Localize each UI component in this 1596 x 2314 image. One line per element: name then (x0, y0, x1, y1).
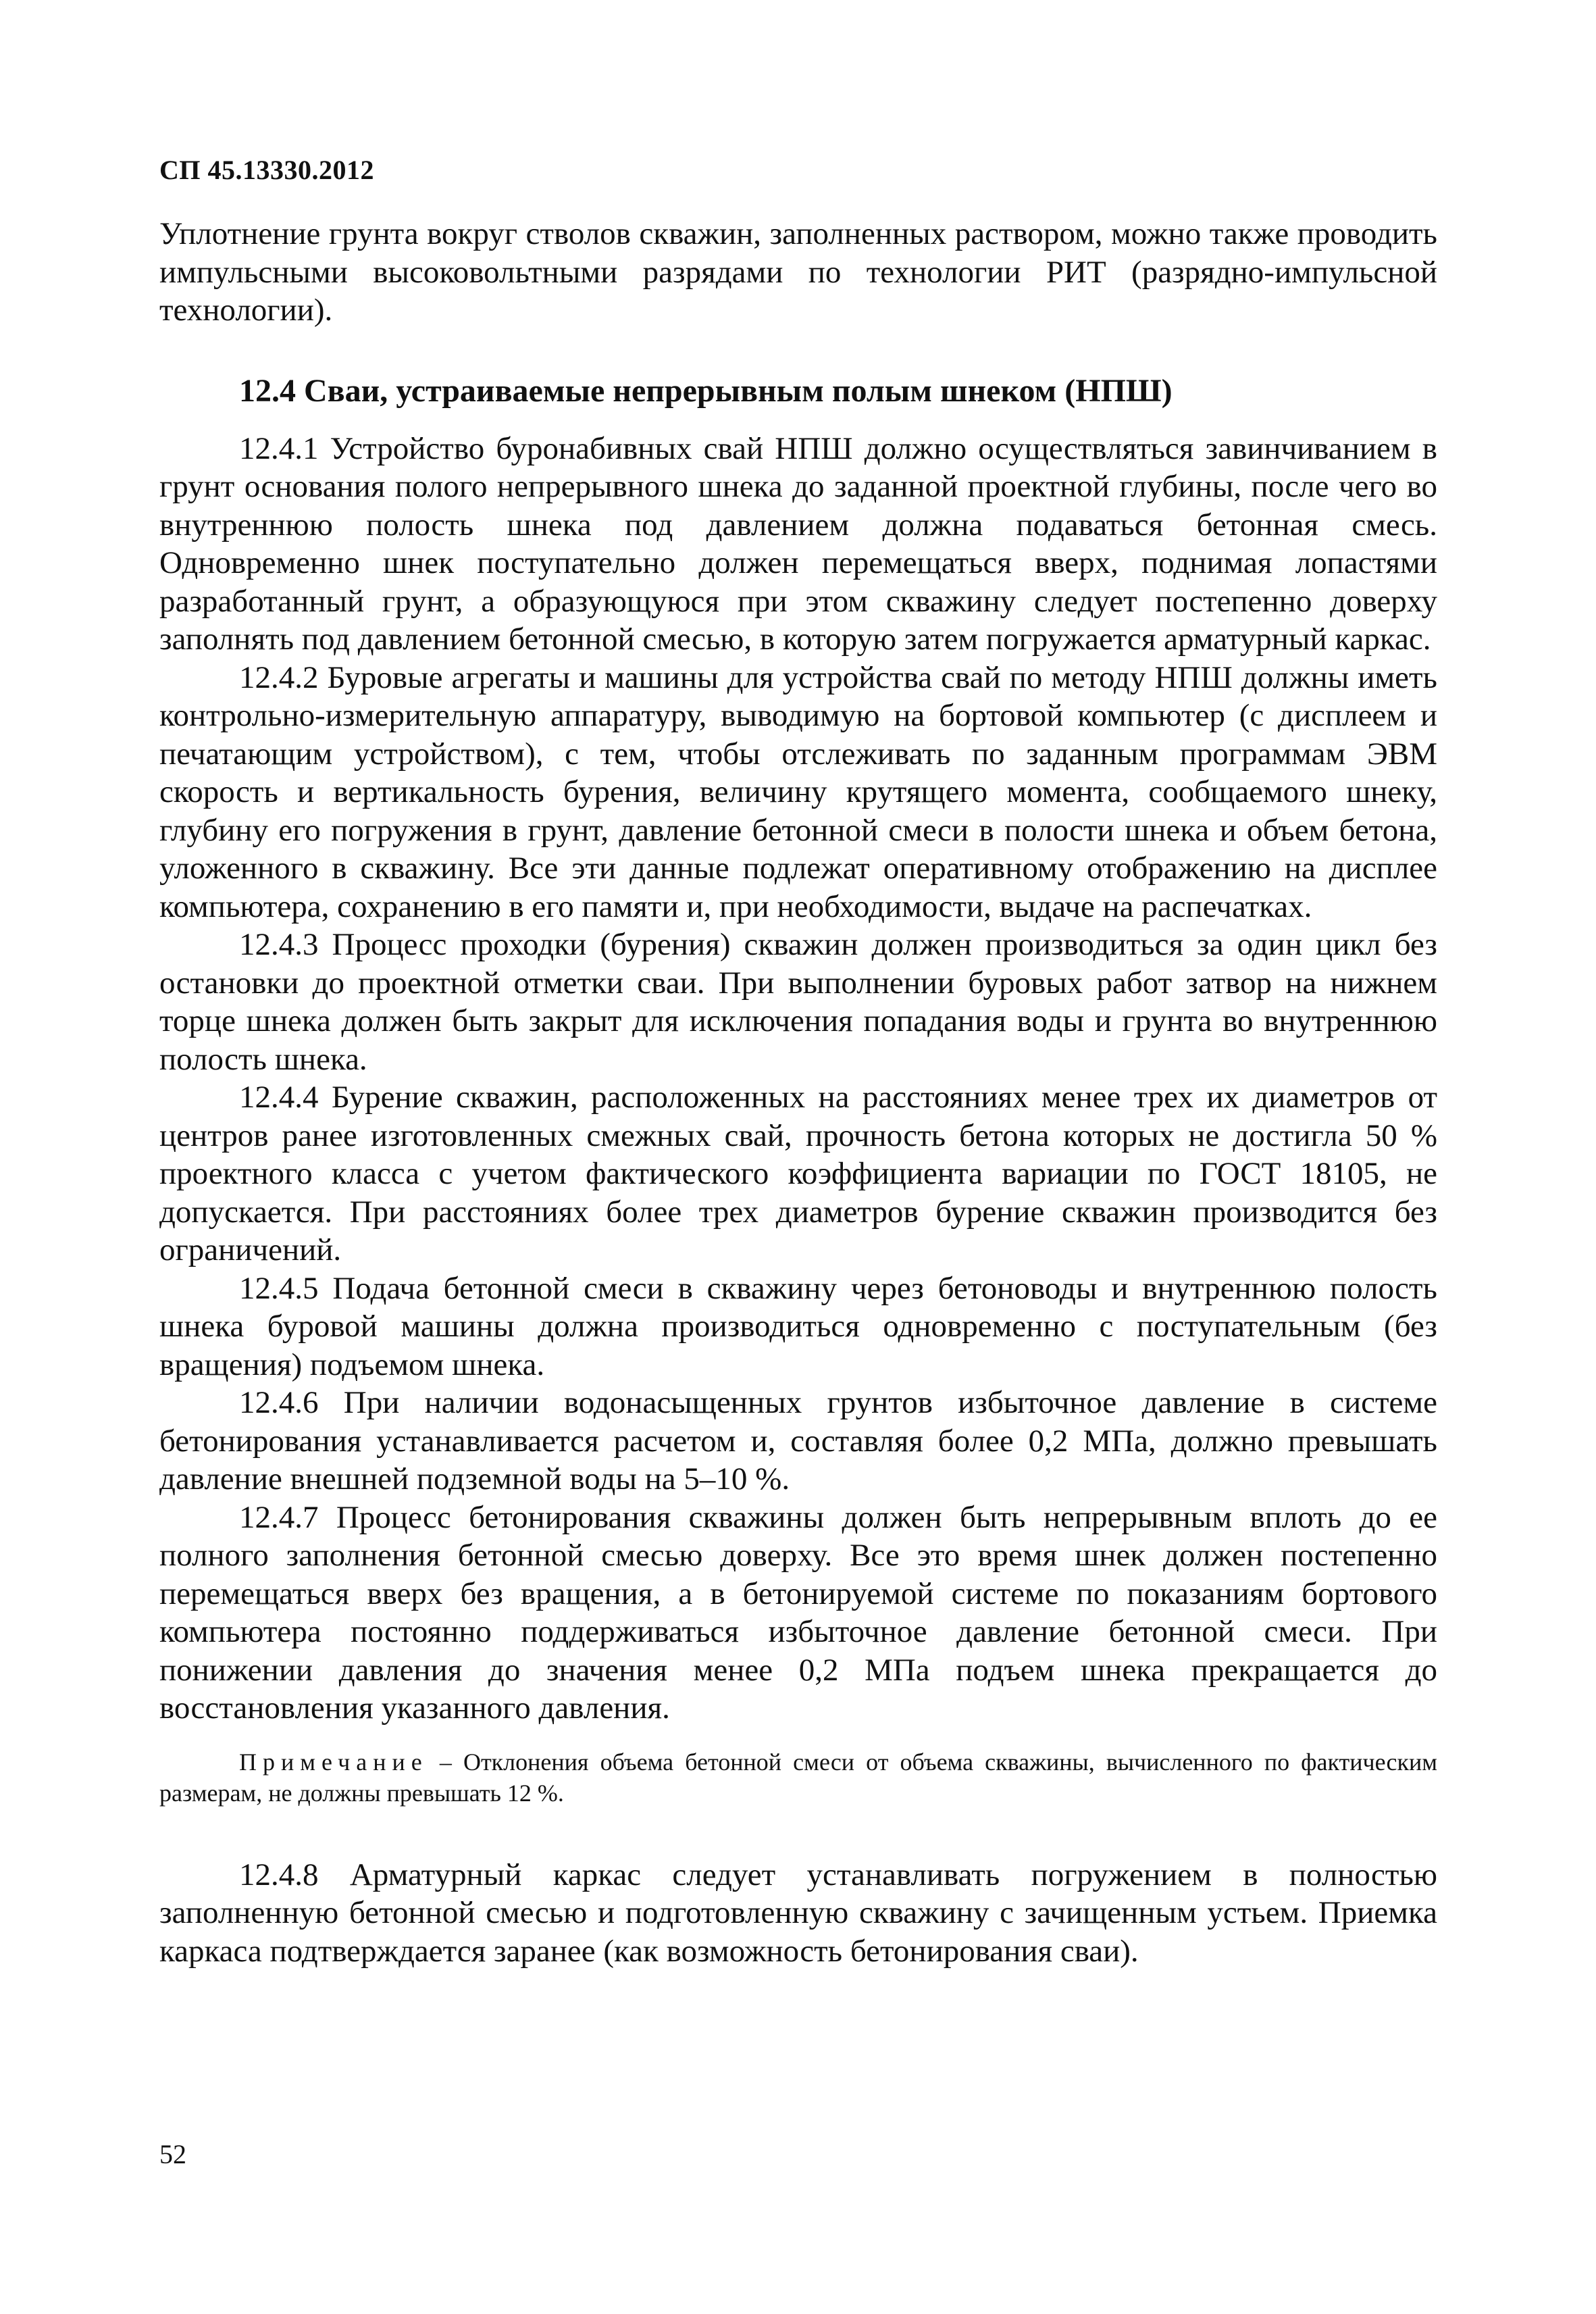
paragraph-12-4-8: 12.4.8 Арматурный каркас следует устанавливать погружением в полностью заполненную бетонной смесью и подготовленную скважину с зачищенным устьем. Приемка каркаса подтверждается заранее (как возможность бетонирования сваи). (159, 1857, 1437, 1969)
paragraph-12-4-7: 12.4.7 Процесс бетонирования скважины должен быть непрерывным вплоть до ее полного заполнения бетонной смесью доверху. Все это время шнек должен постепенно перемещаться вверх без вращения, а в бетонируемой системе по показаниям бортового компьютера постоянно поддерживаться избыточное давление бетонной смеси. При понижении давления до значения менее 0,2 МПа подъем шнека прекращается до восстановления указанного давления. (159, 1499, 1437, 1726)
page-number: 52 (159, 2139, 186, 2169)
paragraph-12-4-2: 12.4.2 Буровые агрегаты и машины для устройства свай по методу НПШ должны иметь контрольно-измерительную аппаратуру, выводимую на бортовой компьютер (с дисплеем и печатающим устройством), с тем, чтобы отслеживать по заданным программам ЭВМ скорость и вертикальность бурения, величину крутящего момента, сообщаемого шнеку, глубину его погружения в грунт, давление бетонной смеси в полости шнека и объем бетона, уложенного в скважину. Все эти данные подлежат оперативному отображению на дисплее компьютера, сохранению в его памяти и, при необходимости, выдаче на распечатках. (159, 659, 1437, 924)
paragraph-12-4-1: 12.4.1 Устройство буронабивных свай НПШ должно осуществляться завинчиванием в грунт основания полого непрерывного шнека до заданной проектной глубины, после чего во внутреннюю полость шнека под давлением должна подаваться бетонная смесь. Одновременно шнек поступательно должен перемещаться вверх, поднимая лопастями разработанный грунт, а образующуюся при этом скважину следует постепенно доверху заполнять под давлением бетонной смесью, в которую затем погружается арматурный каркас. (159, 430, 1437, 657)
document-code-header: СП 45.13330.2012 (159, 155, 374, 185)
note-text: – Отклонения объема бетонной смеси от объема скважины, вычисленного по фактическим размерам, не должны превышать 12 %. (159, 1748, 1437, 1807)
intro-paragraph: Уплотнение грунта вокруг стволов скважин, заполненных раствором, можно также проводить импульсными высоковольтными разрядами по технологии РИТ (разрядно-импульсной технологии). (159, 216, 1437, 328)
note (159, 1746, 1437, 1809)
paragraph-12-4-6: 12.4.6 При наличии водонасыщенных грунтов избыточное давление в системе бетонирования устанавливается расчетом и, составляя более 0,2 МПа, должно превышать давление внешней подземной воды на 5–10 %. (159, 1385, 1437, 1496)
section-heading-12-4: 12.4 Сваи, устраиваемые непрерывным полым шнеком (НПШ) (239, 372, 1173, 409)
paragraph-12-4-5: 12.4.5 Подача бетонной смеси в скважину через бетоноводы и внутреннюю полость шнека буровой машины должна производиться одновременно с поступательным (без вращения) подъемом шнека. (159, 1270, 1437, 1382)
paragraph-12-4-3: 12.4.3 Процесс проходки (бурения) скважин должен производиться за один цикл без остановки до проектной отметки сваи. При выполнении буровых работ затвор на нижнем торце шнека должен быть закрыт для исключения попадания воды и грунта во внутреннюю полость шнека. (159, 927, 1437, 1077)
note-label: Примечание (239, 1748, 428, 1776)
paragraph-12-4-4: 12.4.4 Бурение скважин, расположенных на расстояниях менее трех их диаметров от центров ранее изготовленных смежных свай, прочность бетона которых не достигла 50 % проектного класса с учетом фактического коэффициента вариации по ГОСТ 18105, не допускается. При расстояниях более трех диаметров бурение скважин производится без ограничений. (159, 1080, 1437, 1267)
document-body (159, 215, 1437, 1970)
